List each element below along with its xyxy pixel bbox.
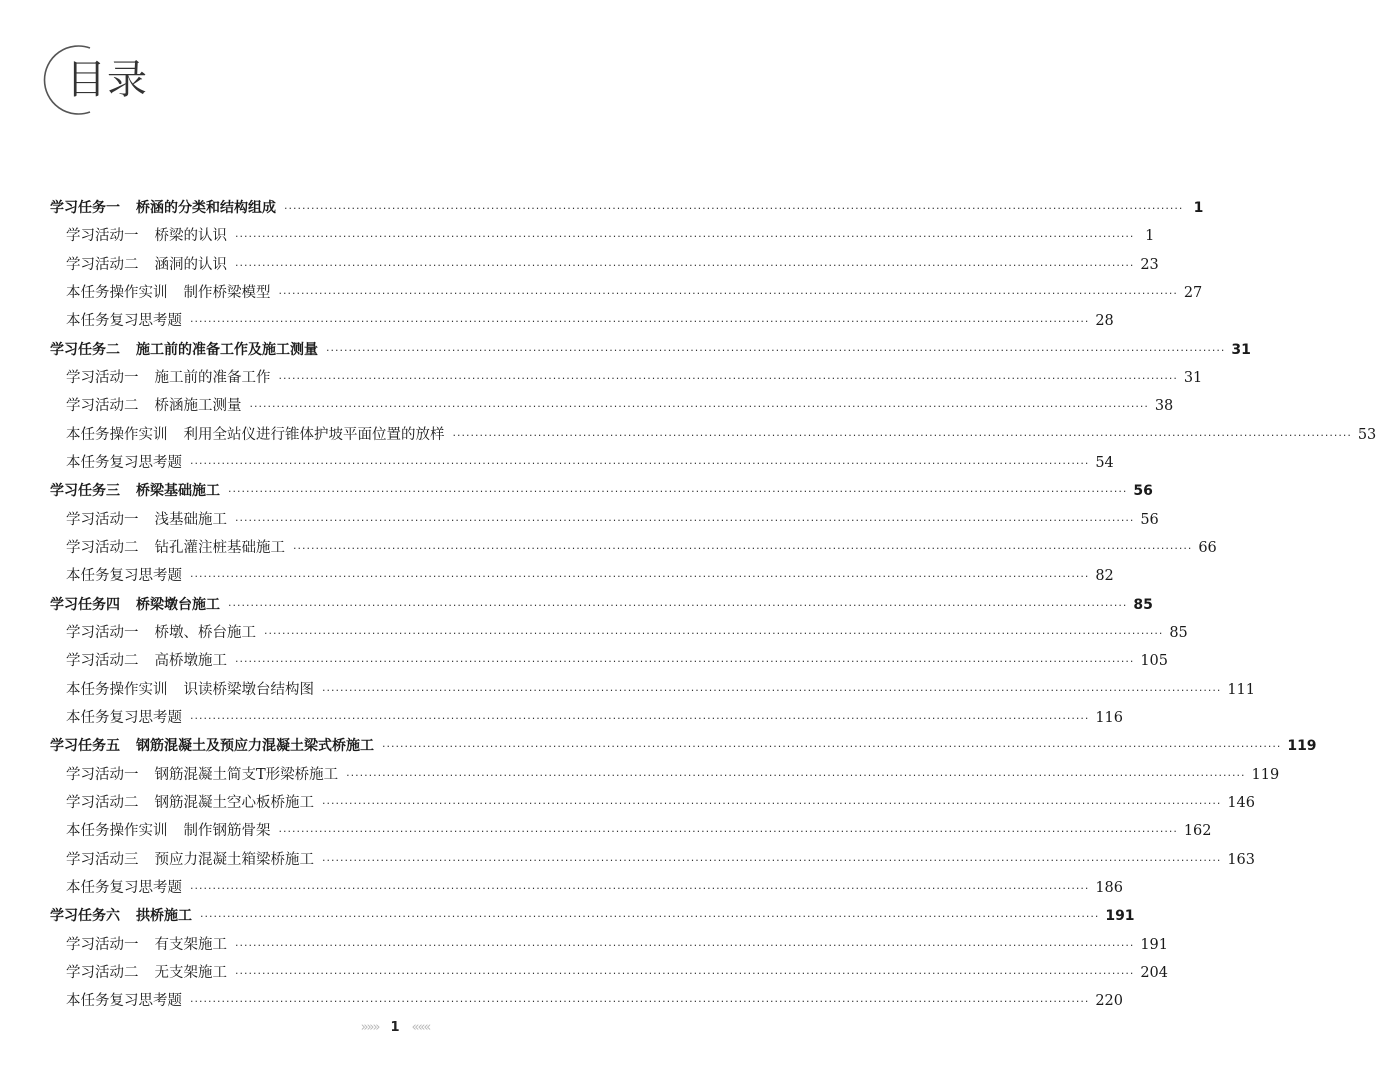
toc-page-number: 27 bbox=[1183, 284, 1203, 301]
toc-task-row[interactable] bbox=[50, 336, 1251, 364]
toc-leader-dots: ········································································································································································································ bbox=[235, 966, 1135, 980]
toc-task-row[interactable] bbox=[50, 732, 1317, 760]
toc-entry-number: 本任务复习思考题 bbox=[66, 879, 182, 896]
toc-entry-title: 预应力混凝土箱梁桥施工 bbox=[154, 851, 314, 868]
toc-entry-number: 本任务操作实训 bbox=[66, 823, 168, 840]
toc-page-number: 23 bbox=[1140, 256, 1159, 273]
toc-activity-row[interactable] bbox=[50, 676, 1256, 704]
toc-activity-row[interactable] bbox=[50, 704, 1124, 732]
toc-activity-row[interactable] bbox=[50, 392, 1174, 420]
toc-entry-title: 利用全站仪进行锥体护坡平面位置的放样 bbox=[183, 426, 445, 443]
table-of-contents bbox=[50, 194, 1376, 1016]
toc-activity-row[interactable] bbox=[50, 364, 1203, 392]
toc-activity-row[interactable] bbox=[50, 251, 1159, 279]
footer-right-ornament: ««« bbox=[411, 1020, 430, 1035]
toc-page-number: 1 bbox=[1145, 228, 1155, 245]
toc-page-number: 1 bbox=[1193, 200, 1204, 216]
toc-leader-dots: ········································································································································································································ bbox=[190, 456, 1090, 470]
toc-activity-row[interactable] bbox=[50, 647, 1169, 675]
toc-entry-number: 学习任务一 bbox=[50, 200, 120, 216]
toc-leader-dots: ········································································································································································································ bbox=[278, 825, 1178, 839]
toc-activity-row[interactable] bbox=[50, 421, 1376, 449]
toc-entry-number: 学习任务三 bbox=[50, 483, 120, 500]
toc-entry-title: 浅基础施工 bbox=[154, 511, 227, 528]
toc-page-number: 191 bbox=[1105, 908, 1135, 925]
toc-entry-number: 学习活动二 bbox=[66, 398, 139, 415]
toc-entry-title: 高桥墩施工 bbox=[154, 653, 227, 670]
toc-activity-row[interactable] bbox=[50, 761, 1280, 789]
toc-page-number: 119 bbox=[1251, 766, 1280, 783]
toc-page-number: 191 bbox=[1140, 936, 1169, 953]
toc-entry-number: 学习活动一 bbox=[66, 936, 139, 953]
footer-left-ornament: »»» bbox=[360, 1020, 379, 1035]
toc-entry-title: 桥梁墩台施工 bbox=[136, 596, 220, 613]
toc-entry-title: 钢筋混凝土简支T形梁桥施工 bbox=[154, 766, 339, 783]
toc-entry-number: 学习任务四 bbox=[50, 596, 120, 613]
toc-entry-title: 桥涵施工测量 bbox=[154, 398, 242, 415]
toc-entry-number: 学习任务六 bbox=[50, 908, 120, 925]
toc-entry-title: 有支架施工 bbox=[154, 936, 227, 953]
toc-leader-dots: ········································································································································································································ bbox=[235, 230, 1135, 244]
toc-page-number: 162 bbox=[1183, 823, 1212, 840]
toc-activity-row[interactable] bbox=[50, 506, 1159, 534]
toc-entry-title: 桥墩、桥台施工 bbox=[154, 624, 256, 641]
toc-entry-title: 涵洞的认识 bbox=[154, 256, 227, 273]
toc-page-number: 38 bbox=[1154, 398, 1174, 415]
toc-page-number: 163 bbox=[1227, 851, 1256, 868]
toc-leader-dots: ········································································································································································································ bbox=[235, 655, 1135, 669]
toc-activity-row[interactable] bbox=[50, 846, 1256, 874]
toc-page-number: 56 bbox=[1133, 483, 1153, 500]
page-footer bbox=[0, 1020, 790, 1035]
toc-entry-title: 桥梁的认识 bbox=[154, 228, 227, 245]
toc-leader-dots: ········································································································································································································ bbox=[264, 626, 1164, 640]
toc-activity-row[interactable] bbox=[50, 534, 1217, 562]
toc-leader-dots: ········································································································································································································ bbox=[235, 258, 1135, 272]
toc-entry-title: 拱桥施工 bbox=[136, 908, 192, 925]
toc-entry-number: 学习任务二 bbox=[50, 341, 120, 358]
toc-entry-title: 施工前的准备工作 bbox=[154, 369, 271, 386]
toc-activity-row[interactable] bbox=[50, 874, 1124, 902]
toc-page-number: 105 bbox=[1140, 653, 1169, 670]
toc-leader-dots: ········································································································································································································ bbox=[190, 711, 1090, 725]
toc-page-number: 53 bbox=[1357, 426, 1376, 443]
toc-entry-number: 学习活动二 bbox=[66, 653, 139, 670]
toc-activity-row[interactable] bbox=[50, 817, 1212, 845]
toc-leader-dots: ········································································································································································································ bbox=[382, 740, 1282, 754]
toc-page-number: 146 bbox=[1227, 794, 1256, 811]
toc-leader-dots: ········································································································································································································ bbox=[228, 598, 1128, 612]
toc-page-number: 119 bbox=[1287, 738, 1317, 755]
toc-leader-dots: ········································································································································································································ bbox=[190, 995, 1090, 1009]
toc-entry-title: 无支架施工 bbox=[154, 964, 227, 981]
toc-leader-dots: ········································································································································································································ bbox=[190, 570, 1090, 584]
toc-leader-dots: ········································································································································································································ bbox=[249, 400, 1149, 414]
toc-entry-number: 学习活动一 bbox=[66, 369, 139, 386]
toc-task-row[interactable] bbox=[50, 477, 1153, 505]
toc-leader-dots: ········································································································································································································ bbox=[322, 796, 1222, 810]
toc-entry-number: 学习活动三 bbox=[66, 851, 139, 868]
toc-page-number: 116 bbox=[1095, 709, 1124, 726]
toc-leader-dots: ········································································································································································································ bbox=[235, 513, 1135, 527]
toc-page-number: 186 bbox=[1095, 879, 1124, 896]
toc-entry-title: 制作桥梁模型 bbox=[183, 284, 271, 301]
toc-entry-number: 学习活动二 bbox=[66, 539, 139, 556]
toc-entry-title: 桥涵的分类和结构组成 bbox=[136, 200, 276, 216]
toc-activity-row[interactable] bbox=[50, 562, 1114, 590]
toc-page-number: 54 bbox=[1095, 454, 1114, 471]
toc-entry-number: 本任务操作实训 bbox=[66, 284, 168, 301]
toc-page-number: 85 bbox=[1169, 624, 1188, 641]
toc-page-number: 66 bbox=[1198, 539, 1217, 556]
toc-entry-title: 制作钢筋骨架 bbox=[183, 823, 271, 840]
toc-leader-dots: ········································································································································································································ bbox=[228, 485, 1128, 499]
toc-leader-dots: ········································································································································································································ bbox=[452, 428, 1352, 442]
toc-entry-number: 本任务操作实训 bbox=[66, 681, 168, 698]
toc-entry-number: 本任务复习思考题 bbox=[66, 709, 182, 726]
toc-page-number: 28 bbox=[1095, 313, 1114, 330]
page-title: 目录 bbox=[66, 57, 148, 103]
toc-leader-dots: ········································································································································································································ bbox=[346, 768, 1246, 782]
toc-entry-number: 学习活动一 bbox=[66, 766, 139, 783]
toc-task-row[interactable] bbox=[50, 591, 1153, 619]
toc-leader-dots: ········································································································································································································ bbox=[190, 315, 1090, 329]
toc-leader-dots: ········································································································································································································ bbox=[190, 881, 1090, 895]
toc-page-number: 31 bbox=[1183, 369, 1203, 386]
toc-activity-row[interactable] bbox=[50, 931, 1169, 959]
toc-page-number: 56 bbox=[1140, 511, 1159, 528]
toc-entry-number: 学习活动二 bbox=[66, 794, 139, 811]
toc-activity-row[interactable] bbox=[50, 222, 1155, 250]
toc-entry-title: 桥梁基础施工 bbox=[136, 483, 220, 500]
toc-entry-title: 施工前的准备工作及施工测量 bbox=[136, 341, 318, 358]
toc-activity-row[interactable] bbox=[50, 279, 1203, 307]
toc-leader-dots: ········································································································································································································ bbox=[284, 202, 1184, 215]
toc-entry-number: 学习活动二 bbox=[66, 256, 139, 273]
toc-activity-row[interactable] bbox=[50, 959, 1169, 987]
toc-task-row[interactable] bbox=[50, 902, 1135, 930]
toc-leader-dots: ········································································································································································································ bbox=[278, 286, 1178, 300]
toc-entry-number: 本任务复习思考题 bbox=[66, 993, 182, 1010]
page-number: 1 bbox=[390, 1020, 400, 1035]
toc-leader-dots: ········································································································································································································ bbox=[235, 938, 1135, 952]
toc-page-number: 85 bbox=[1133, 596, 1153, 613]
toc-entry-title: 识读桥梁墩台结构图 bbox=[183, 681, 314, 698]
toc-leader-dots: ········································································································································································································ bbox=[322, 853, 1222, 867]
toc-entry-title: 钢筋混凝土及预应力混凝土梁式桥施工 bbox=[136, 738, 374, 755]
toc-leader-dots: ········································································································································································································ bbox=[293, 541, 1193, 555]
toc-leader-dots: ········································································································································································································ bbox=[326, 343, 1226, 357]
toc-entry-number: 本任务复习思考题 bbox=[66, 313, 182, 330]
toc-entry-title: 钢筋混凝土空心板桥施工 bbox=[154, 794, 314, 811]
toc-entry-number: 学习活动一 bbox=[66, 624, 139, 641]
toc-activity-row[interactable] bbox=[50, 789, 1256, 817]
toc-entry-number: 本任务复习思考题 bbox=[66, 568, 182, 585]
toc-entry-number: 学习活动二 bbox=[66, 964, 139, 981]
toc-activity-row[interactable] bbox=[50, 449, 1114, 477]
toc-entry-number: 学习任务五 bbox=[50, 738, 120, 755]
toc-activity-row[interactable] bbox=[50, 987, 1124, 1015]
toc-entry-number: 本任务复习思考题 bbox=[66, 454, 182, 471]
toc-entry-title: 钻孔灌注桩基础施工 bbox=[154, 539, 285, 556]
toc-page-number: 31 bbox=[1231, 341, 1251, 358]
toc-page-number: 220 bbox=[1095, 993, 1124, 1010]
toc-activity-row[interactable] bbox=[50, 619, 1188, 647]
toc-entry-number: 学习活动一 bbox=[66, 228, 139, 245]
toc-page-number: 204 bbox=[1140, 964, 1169, 981]
toc-entry-number: 本任务操作实训 bbox=[66, 426, 168, 443]
toc-leader-dots: ········································································································································································································ bbox=[200, 910, 1100, 924]
toc-task-row[interactable] bbox=[50, 194, 1204, 222]
toc-activity-row[interactable] bbox=[50, 307, 1114, 335]
toc-leader-dots: ········································································································································································································ bbox=[322, 683, 1222, 697]
toc-page-number: 111 bbox=[1227, 681, 1256, 698]
toc-heading bbox=[46, 44, 148, 116]
toc-page-number: 82 bbox=[1095, 568, 1114, 585]
toc-leader-dots: ········································································································································································································ bbox=[278, 371, 1178, 385]
toc-entry-number: 学习活动一 bbox=[66, 511, 139, 528]
